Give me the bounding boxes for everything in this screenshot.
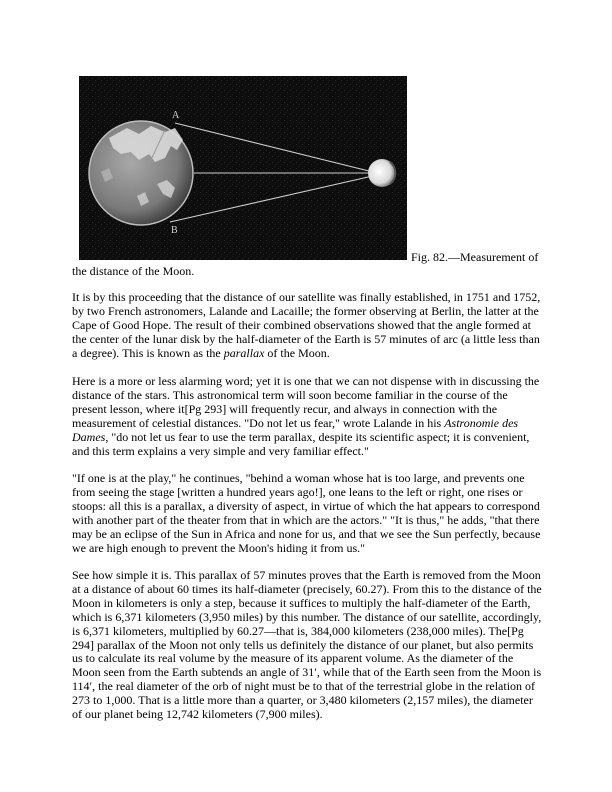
paragraph-1-text: It is by this proceeding that the distance of our satellite was finally established, in 1751 and 1752, by two French astronomers, Lalande and Lacaille; the former observing at Berlin, the latter at the Cape of Good Hope. The result of their combined observations showed that the angle formed at the center of the lunar disk by the half-diameter of the Earth is 57 minutes of arc (a little less than a degree). This is known as the [72,290,541,360]
paragraph-1-text-end: of the Moon. [264,345,330,360]
paragraph-1 [72,291,544,361]
figure-container [72,76,542,260]
earth-globe-icon [89,121,193,225]
paragraph-4-text: See how simple it is. This parallax of 57 minutes proves that the Earth is removed from the Moon at a distance of about 60 times its half-diameter (precisely, 60.27). From this to the distance of the Moon in kilometers is only a step, because it suffices to multiply the half-diameter of the Earth, which is 6,371 kilometers (3,950 miles) by this number. The distance of our satellite, accordingly, is 6,371 kilometers, multiplied by 60.27—that is, 384,000 kilometers (238,000 miles). The[Pg 294] parallax of the Moon not only tells us definitely the distance of our planet, but also permits us to calculate its real volume by the measure of its apparent volume. As the diameter of the Moon seen from the Earth subtends an angle of 31′, while that of the Earth seen from the Moon is 114′, the real diameter of the orb of night must be to that of the terrestrial globe in the relation of 273 to 1,000. That is a little more than a quarter, or 3,480 kilometers (2,157 miles), the diameter of our planet being 12,742 kilometers (7,900 miles). [72,568,542,722]
paragraph-3 [72,472,544,555]
figure-earth-moon-parallax [79,76,407,260]
paragraph-4 [72,569,544,722]
term-parallax: parallax [223,345,265,360]
book-title-astronomie-des-dames: Astronomie des Dames [72,415,519,444]
paragraph-2 [72,375,544,458]
paragraph-3-text: "If one is at the play," he continues, "behind a woman whose hat is too large, and prevents one from seeing the stage [written a hundred years ago!], one leans to the left or right, one rises or stoops: all this is a parallax, a diversity of aspect, in virtue of which the hat appears to correspond with another part of the theater from that in which are the actors." "It is thus," he adds, "that there may be an eclipse of the Sun in Africa and none for us, and that we see the Sun perfectly, because we are high enough to prevent the Moon's hiding it from us." [72,471,541,555]
paragraph-2-text: Here is a more or less alarming word; yet it is one that we can not dispense with in discussing the distance of the stars. This astronomical term will soon become familiar in the course of the present lesson, where it[Pg 293] will frequently recur, and always in connection with the measurement of celestial distances. "Do not let us fear," wrote Lalande in his [72,374,540,430]
label-b: B [171,225,178,236]
paragraph-2-text-end: , "do not let us fear to use the term parallax, despite its scientific aspect; it is convenient, and this term explains a very simple and very familiar effect." [72,429,530,458]
moon-icon [368,159,396,187]
figure-caption-line1: Fig. 82.—Measurement of [411,250,539,264]
label-a: A [172,110,180,121]
figure-caption-line2: the distance of the Moon. [72,264,195,278]
